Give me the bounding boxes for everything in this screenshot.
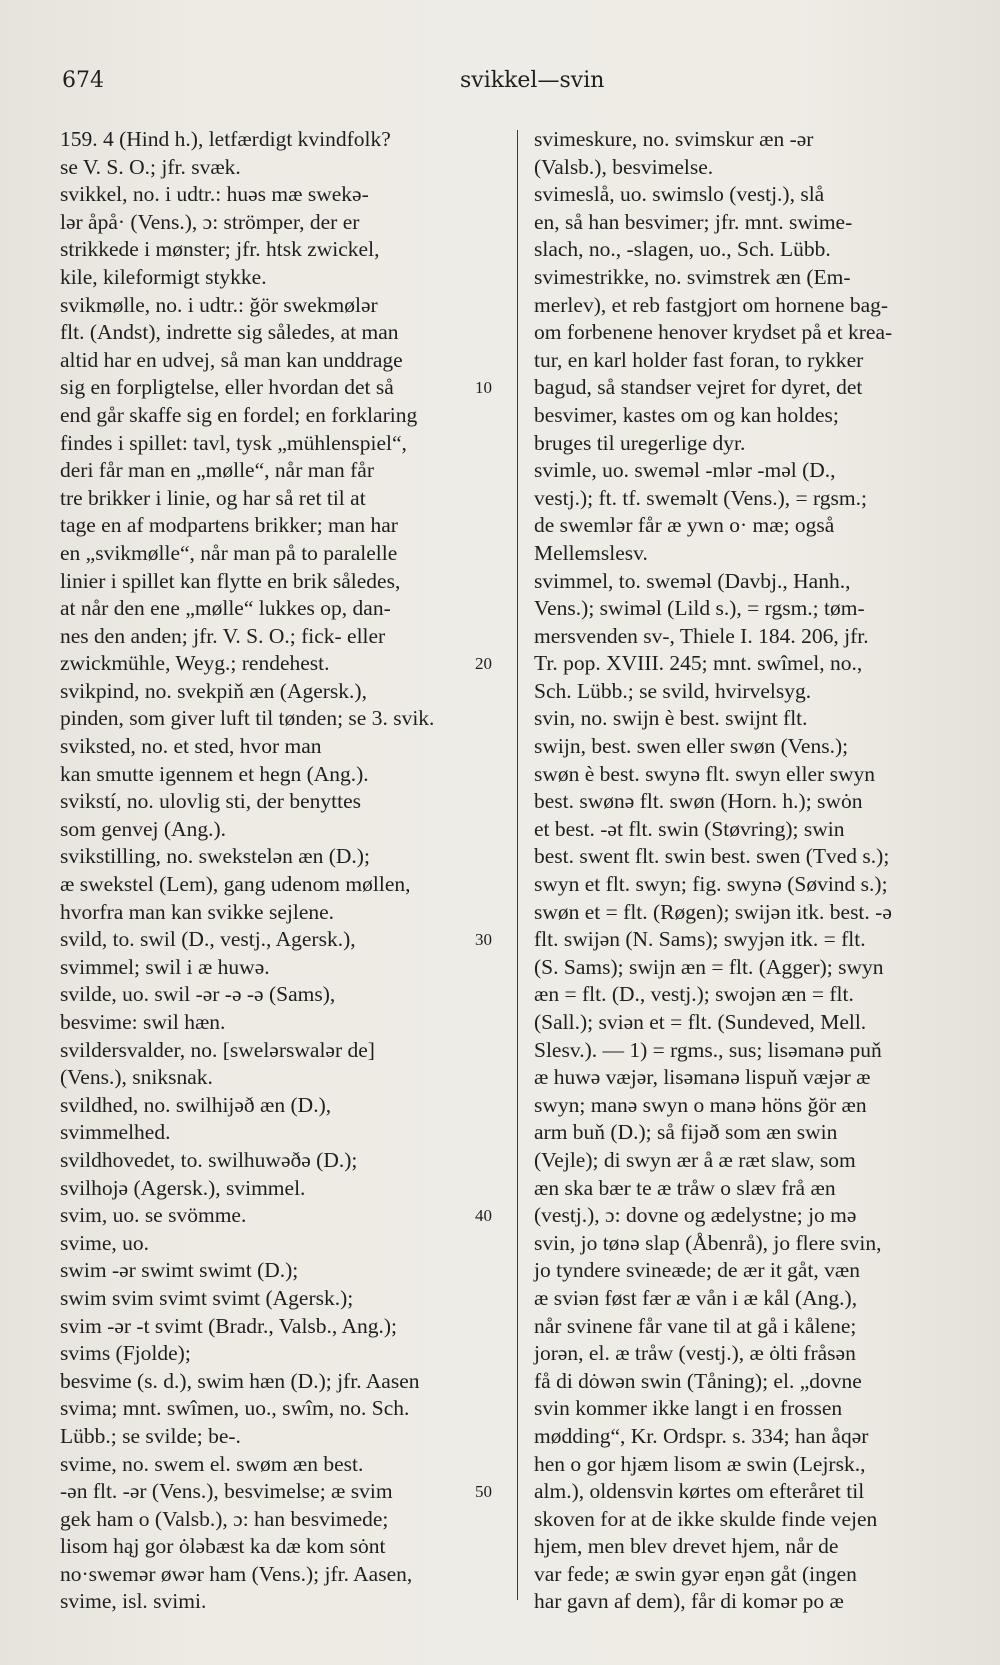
text-line: swyn; manə swyn o manə höns ğör æn <box>534 1092 867 1117</box>
text-line: end går skaffe sig en fordel; en forklaring <box>60 402 418 427</box>
text-line: få di dȯwən swin (Tåning); el. „dovne <box>534 1368 862 1393</box>
text-line: svime, no. swem el. swøm æn best. <box>60 1451 364 1476</box>
text-line: (Vens.), sniksnak. <box>60 1065 213 1090</box>
line-number: 50 <box>475 1482 492 1502</box>
text-line: hjem, men blev drevet hjem, når de <box>534 1534 839 1559</box>
text-line: (Valsb.), besvimelse. <box>534 154 714 179</box>
right-column <box>534 126 974 1616</box>
text-line: Lübb.; se svilde; be-. <box>60 1423 241 1448</box>
text-line: svikkel, no. i udtr.: huəs mæ swekə- <box>60 182 369 207</box>
text-line: slach, no., -slagen, uo., Sch. Lübb. <box>534 237 831 262</box>
text-line: no·swemər øwər ham (Vens.); jfr. Aasen, <box>60 1561 413 1586</box>
text-line: de swemlər får æ ywn o· mæ; også <box>534 513 835 538</box>
text-line: at når den ene „mølle“ lukkes op, dan- <box>60 596 391 621</box>
text-line: svimmelhed. <box>60 1120 171 1145</box>
text-line: lər åpå· (Vens.), ɔ: strömper, der er <box>60 209 360 234</box>
text-line: svikmølle, no. i udtr.: ğör swekmølər <box>60 292 378 317</box>
text-line: (vestj.), ɔ: dovne og ædelystne; jo mə <box>534 1203 857 1228</box>
text-line: hen o gor hjæm lisom æ swin (Lejrsk., <box>534 1451 866 1476</box>
text-line: bagud, så standser vejret for dyret, det <box>534 375 863 400</box>
text-line: kan smutte igennem et hegn (Ang.). <box>60 761 369 786</box>
text-line: svilhojə (Agersk.), svimmel. <box>60 1175 306 1200</box>
text-line: svim -ər -t svimt (Bradr., Valsb., Ang.); <box>60 1313 398 1338</box>
text-line: tre brikker i linie, og har så ret til at <box>60 485 366 510</box>
text-line: svildersvalder, no. [swelərswalər de] <box>60 1037 375 1062</box>
text-line: kile, kileformigt stykke. <box>60 264 267 289</box>
text-line: svime, uo. <box>60 1230 149 1255</box>
text-line: swyn et flt. swyn; fig. swynə (Søvind s.); <box>534 872 888 897</box>
text-line: svildhed, no. swilhijəð æn (D.), <box>60 1092 332 1117</box>
text-line: merlev), et reb fastgjort om hornene bag- <box>534 292 889 317</box>
text-line: svin kommer ikke langt i en frossen <box>534 1396 843 1421</box>
text-line: svikstí, no. ulovlig sti, der benyttes <box>60 789 361 814</box>
text-line: linier i spillet kan flytte en brik således, <box>60 568 401 593</box>
text-line: swijn, best. swen eller swøn (Vens.); <box>534 734 849 759</box>
text-line: zwickmühle, Weyg.; rendehest. <box>60 651 330 676</box>
text-line: lisom hąj gor ȯləbæst ka dæ kom sȯnt <box>60 1534 386 1559</box>
text-line: svime, isl. svimi. <box>60 1589 207 1614</box>
line-number: 40 <box>475 1206 492 1226</box>
text-line: swøn è best. swynə flt. swyn eller swyn <box>534 761 875 786</box>
text-line: Slesv.). — 1) = rgms., sus; lisəmanə puň <box>534 1037 882 1062</box>
text-line: æn ska bær te æ tråw o slæv frå æn <box>534 1175 836 1200</box>
text-line: svikpind, no. svekpiň æn (Agersk.), <box>60 678 367 703</box>
text-line: når svinene får vane til at gå i kålene; <box>534 1313 857 1338</box>
text-line: svimestrikke, no. svimstrek æn (Em- <box>534 264 851 289</box>
text-line: altid har en udvej, så man kan unddrage <box>60 347 403 372</box>
text-line: et best. -ət flt. swin (Støvring); swin <box>534 816 845 841</box>
text-line: swøn et = flt. (Røgen); swijən itk. best. -ə <box>534 899 892 924</box>
text-line: pinden, som giver luft til tønden; se 3. svik. <box>60 706 435 731</box>
text-line: svimmel; swil i æ huwə. <box>60 954 270 979</box>
text-line: tage en af modpartens brikker; man har <box>60 513 398 538</box>
text-line: svimeskure, no. svimskur æn -ər <box>534 127 814 151</box>
text-line: (Sall.); sviən et = flt. (Sundeved, Mell. <box>534 1010 867 1034</box>
text-line: strikkede i mønster; jfr. htsk zwickel, <box>60 237 380 262</box>
running-head: svikkel—svin <box>460 68 605 93</box>
text-line: nes den anden; jfr. V. S. O.; fick- eller <box>60 623 386 648</box>
text-line: jo tyndere svineæde; de ær it gåt, væn <box>534 1258 861 1283</box>
text-line: svild, to. swil (D., vestj., Agersk.), <box>60 927 356 952</box>
text-line: en „svikmølle“, når man på to paralelle <box>60 540 398 565</box>
text-line: flt. (Andst), indrette sig således, at man <box>60 320 399 345</box>
text-line: se V. S. O.; jfr. svæk. <box>60 154 241 179</box>
line-number: 20 <box>475 654 492 674</box>
line-number: 30 <box>475 930 492 950</box>
text-line: var fede; æ swin gyər eŋən gåt (ingen <box>534 1561 857 1586</box>
text-line: svim, uo. se svömme. <box>60 1203 247 1228</box>
page-number: 674 <box>62 68 104 93</box>
text-line: mersvenden sv-, Thiele I. 184. 206, jfr. <box>534 623 869 648</box>
line-number: 10 <box>475 378 492 398</box>
text-line: flt. swijən (N. Sams); swyjən itk. = flt. <box>534 927 866 952</box>
text-line: som genvej (Ang.). <box>60 816 226 841</box>
text-line: æ swekstel (Lem), gang udenom møllen, <box>60 872 411 897</box>
text-line: sig en forpligtelse, eller hvordan det så <box>60 375 394 400</box>
text-line: skoven for at de ikke skulde finde vejen <box>534 1506 878 1531</box>
text-line: mødding“, Kr. Ordspr. s. 334; han åqər <box>534 1423 869 1448</box>
text-line: svimeslå, uo. swimslo (vestj.), slå <box>534 182 825 207</box>
text-line: Tr. pop. XVIII. 245; mnt. swîmel, no., <box>534 651 863 676</box>
text-line: tur, en karl holder fast foran, to rykker <box>534 347 864 372</box>
left-column <box>60 126 500 1616</box>
text-line: hvorfra man kan svikke sejlene. <box>60 899 335 924</box>
text-line: swim svim svimt svimt (Agersk.); <box>60 1285 354 1310</box>
text-line: svilde, uo. swil -ər -ə -ə (Sams), <box>60 982 336 1007</box>
text-line: Sch. Lübb.; se svild, hvirvelsyg. <box>534 678 812 703</box>
text-line: svimmel, to. swemәl (Davbj., Hanh., <box>534 568 851 593</box>
text-line: svin, jo tønə slap (Åbenrå), jo flere svin, <box>534 1230 882 1255</box>
text-line: svin, no. swijn è best. swijnt flt. <box>534 706 808 731</box>
text-line: æn = flt. (D., vestj.); swojən æn = flt. <box>534 982 854 1007</box>
text-line: Vens.); swiməl (Lild s.), = rgsm.; tøm- <box>534 596 865 621</box>
text-line: besvimer, kastes om og kan holdes; <box>534 402 839 427</box>
text-line: swim -ər swimt swimt (D.); <box>60 1258 299 1283</box>
text-line: svikstilling, no. swekstelən æn (D.); <box>60 844 370 869</box>
text-line: gek ham o (Valsb.), ɔ: han besvimede; <box>60 1506 389 1531</box>
text-line: svims (Fjolde); <box>60 1341 191 1366</box>
text-line: æ sviən føst fær æ vån i æ kål (Ang.), <box>534 1285 858 1310</box>
text-line: svimle, uo. sweməl -mlər -məl (D., <box>534 458 836 483</box>
text-line: om forbenene henover krydset på et krea- <box>534 320 893 345</box>
text-line: en, så han besvimer; jfr. mnt. swime- <box>534 209 853 234</box>
column-rule <box>517 130 518 1600</box>
text-line: -ən flt. -ər (Vens.), besvimelse; æ svim <box>60 1479 393 1504</box>
text-line: alm.), oldensvin kørtes om efteråret til <box>534 1479 865 1504</box>
text-line: besvime (s. d.), swim hæn (D.); jfr. Aasen <box>60 1368 420 1393</box>
text-line: svima; mnt. swîmen, uo., swîm, no. Sch. <box>60 1396 410 1421</box>
text-line: 159. 4 (Hind h.), letfærdigt kvindfolk? <box>60 127 391 151</box>
text-line: (S. Sams); swijn æn = flt. (Agger); swyn <box>534 954 884 979</box>
text-line: findes i spillet: tavl, tysk „mühlenspiel“, <box>60 430 407 455</box>
text-line: best. swent flt. swin best. swen (Tved s.); <box>534 844 890 869</box>
text-line: Mellemslesv. <box>534 540 648 565</box>
text-line: besvime: swil hæn. <box>60 1010 226 1034</box>
text-line: sviksted, no. et sted, hvor man <box>60 734 322 759</box>
text-line: deri får man en „mølle“, når man får <box>60 458 374 483</box>
text-line: bruges til uregerlige dyr. <box>534 430 746 455</box>
text-line: best. swønə flt. swøn (Horn. h.); swȯn <box>534 789 863 814</box>
text-line: arm buň (D.); så fijəð som æn swin <box>534 1120 838 1145</box>
text-line: æ huwə væjər, lisəmanə lispuň væjər æ <box>534 1065 871 1090</box>
text-line: vestj.); ft. tf. swemәlt (Vens.), = rgsm.; <box>534 485 867 510</box>
text-line: har gavn af dem), får di komər po æ <box>534 1589 844 1614</box>
text-line: (Vejle); di swyn ær å æ ræt slaw, som <box>534 1147 856 1172</box>
text-line: svildhovedet, to. swilhuwəðə (D.); <box>60 1147 358 1172</box>
text-line: jorən, el. æ tråw (vestj.), æ ȯlti fråsən <box>534 1341 856 1366</box>
page-header <box>62 68 960 104</box>
